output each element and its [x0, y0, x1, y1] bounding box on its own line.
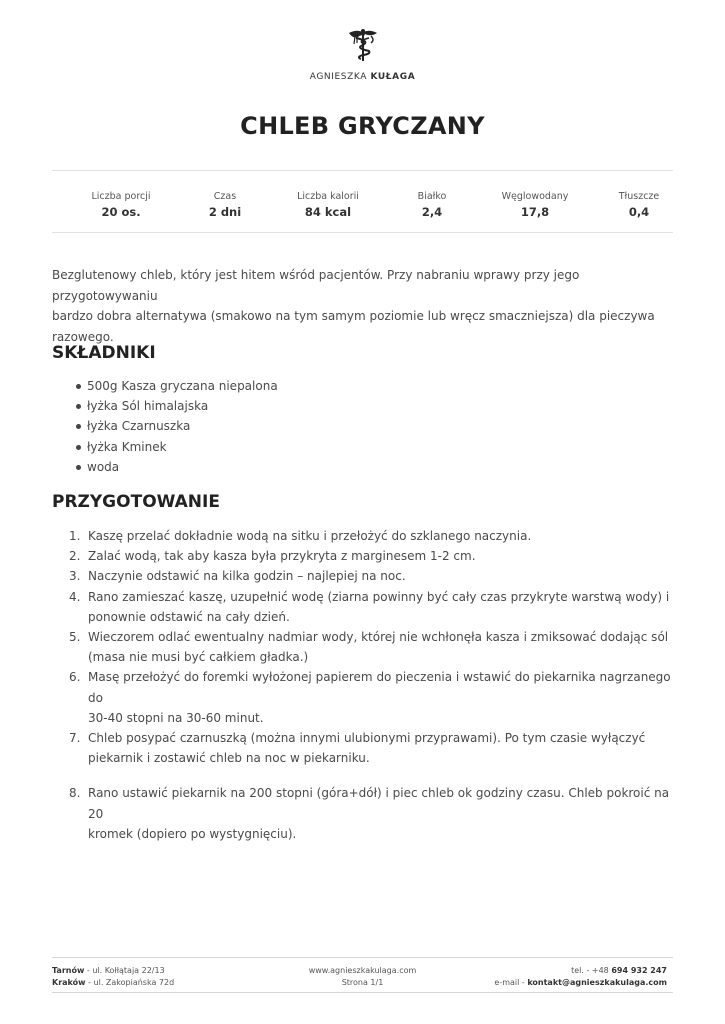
step-number: 5. [69, 630, 81, 645]
stat-protein [372, 191, 492, 219]
brand-logo [0, 28, 725, 82]
stat-value: 2,4 [421, 205, 443, 219]
step-text: Rano zamieszać kaszę, uzupełnić wodę (ziarna powinny być cały czas przykryte warstwą wody) i [88, 589, 670, 604]
recipe-title: CHLEB GRYCZANY [240, 112, 485, 140]
step-number: 7. [69, 731, 81, 746]
brand-last-name: KUŁAGA [370, 72, 416, 82]
intro-line: razowego. [52, 329, 114, 344]
footer-street: - ul. Zakopiańska 72d [85, 977, 175, 987]
step-item [52, 627, 677, 667]
ingredient-item: 500g Kasza gryczana niepalona [76, 376, 278, 396]
preparation-heading: PRZYGOTOWANIE [52, 492, 220, 512]
footer-street: - ul. Kołłątaja 22/13 [84, 966, 165, 975]
step-text: kromek (dopiero po wystygnięciu). [88, 826, 297, 841]
step-number: 4. [69, 589, 81, 604]
stat-value: 20 os. [101, 205, 141, 219]
stat-label: Czas [213, 191, 237, 202]
ingredient-item: łyżka Kminek [76, 437, 278, 457]
step-number: 6. [69, 670, 81, 685]
caduceus-logo-icon [343, 28, 383, 62]
step-text: (masa nie musi być całkiem gładka.) [88, 650, 309, 665]
step-number: 3. [69, 569, 81, 584]
ingredients-heading: SKŁADNIKI [52, 343, 156, 363]
footer-city: Kraków [52, 977, 86, 987]
stat-value: 2 dni [208, 205, 242, 219]
step-text: Rano ustawić piekarnik na 200 stopni (góra+dół) i piec chleb ok godziny czasu. Chleb pokroić na 20 [88, 786, 670, 821]
step-item [52, 546, 677, 566]
stat-value: 84 kcal [304, 205, 352, 219]
step-text: Masę przełożyć do foremki wyłożonej papierem do pieczenia i wstawić do piekarnika nagrzanego do [88, 670, 671, 705]
footer-phone [494, 965, 667, 977]
footer-email [494, 977, 667, 989]
brand-name [0, 72, 725, 82]
page-footer [52, 957, 673, 993]
stat-label: Tłuszcze [618, 191, 660, 202]
intro-line: bardzo dobra alternatywa (smakowo na tym samym poziomie lub wręcz smaczniejsza) dla pieczywa [52, 309, 655, 323]
stat-label: Liczba porcji [91, 191, 151, 202]
ingredient-item: łyżka Czarnuszka [76, 416, 278, 436]
ingredient-item: woda [76, 457, 278, 477]
stat-calories [268, 191, 388, 219]
stat-label: Węglowodany [501, 191, 569, 202]
recipe-intro [52, 265, 677, 347]
footer-page-number: Strona 1/1 [341, 977, 384, 987]
step-text: Kaszę przelać dokładnie wodą na sitku i przełożyć do szklanego naczynia. [88, 529, 532, 543]
step-text: Zalać wodą, tak aby kasza była przykryta z marginesem 1-2 cm. [88, 549, 476, 564]
step-item [52, 667, 677, 728]
footer-website-link[interactable]: www.agnieszkakulaga.com [308, 966, 417, 975]
step-text: ponownie odstawić na cały dzień. [88, 609, 290, 624]
step-text: 30-40 stopni na 30-60 minut. [88, 710, 264, 725]
stat-carbs [475, 191, 595, 219]
stat-value: 0,4 [628, 205, 650, 219]
step-item [52, 783, 677, 844]
step-item [52, 587, 677, 627]
footer-phone-number[interactable]: 694 932 247 [611, 966, 667, 975]
footer-phone-label: tel. - +48 [571, 966, 612, 975]
stat-label: Liczba kalorii [297, 191, 359, 202]
preparation-steps [52, 526, 677, 844]
footer-city: Tarnów [52, 966, 85, 975]
step-number: 8. [69, 786, 81, 801]
footer-email-label: e-mail - [494, 977, 528, 987]
step-number: 2. [69, 549, 81, 564]
step-item [52, 566, 677, 586]
step-item [52, 728, 677, 768]
ingredient-item: łyżka Sól himalajska [76, 396, 278, 416]
ingredients-list [76, 376, 278, 477]
step-text: Chleb posypać czarnuszką (można innymi ulubionymi przyprawami). Po tym czasie wyłączyć [88, 731, 646, 746]
stat-portions [61, 191, 181, 219]
brand-first-name: AGNIESZKA [309, 72, 367, 82]
step-item [52, 526, 677, 546]
footer-contact [494, 965, 667, 988]
stat-label: Białko [417, 191, 447, 202]
step-text: Naczynie odstawić na kilka godzin – najlepiej na noc. [88, 569, 406, 584]
step-text: piekarnik i zostawić chleb na noc w piekarniku. [88, 751, 370, 766]
step-text: Wieczorem odlać ewentualny nadmiar wody, której nie wchłonęła kasza i zmiksować dodając sól [88, 630, 669, 645]
stat-fat [579, 191, 699, 219]
stat-value: 17,8 [520, 205, 550, 219]
nutrition-stats [52, 170, 673, 233]
stat-time [165, 191, 285, 219]
step-number: 1. [69, 529, 81, 543]
footer-email-link[interactable]: kontakt@agnieszkakulaga.com [527, 977, 667, 987]
intro-line: Bezglutenowy chleb, który jest hitem wśród pacjentów. Przy nabraniu wprawy przy jego przygotowywaniu [52, 268, 580, 303]
